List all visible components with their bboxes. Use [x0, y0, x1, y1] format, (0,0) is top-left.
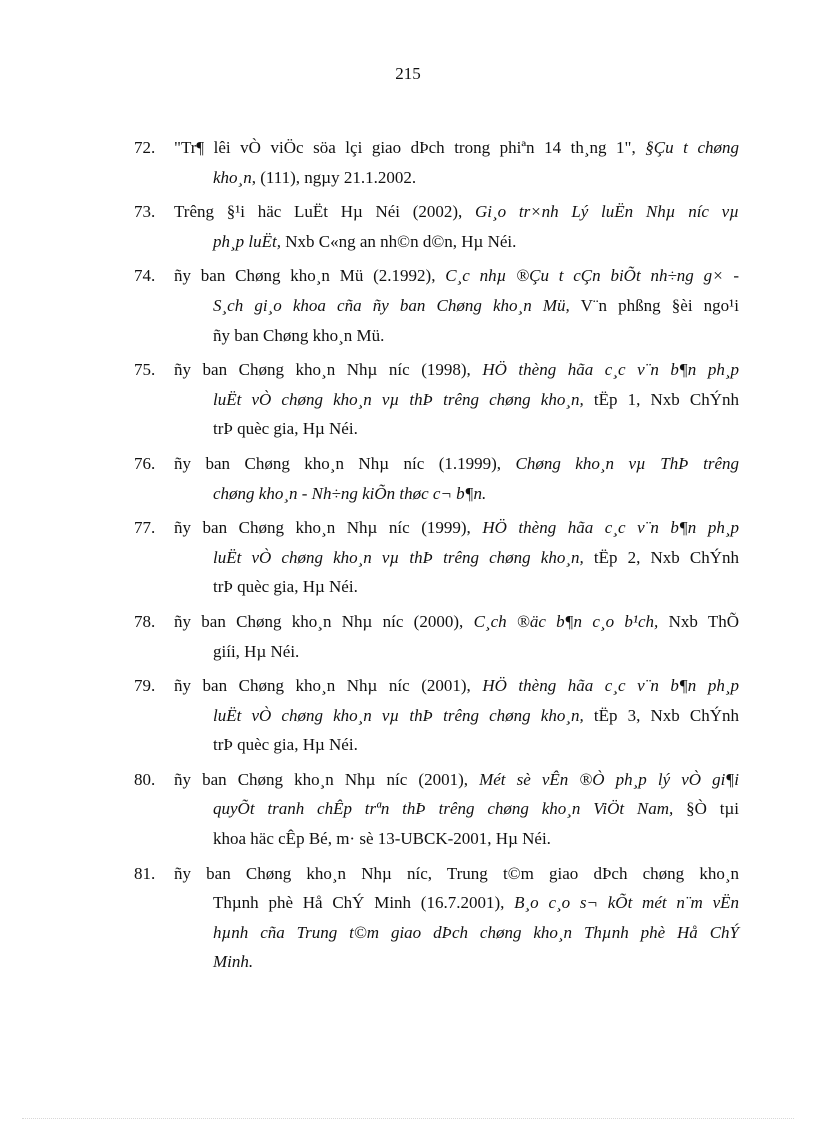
reference-line: [213, 414, 739, 444]
reference-title-text: quyÕt tranh chÊp trªn thÞ trêng chøng kho¸n ViÖt Nam,: [213, 799, 674, 819]
reference-title-text: Gi¸o tr×nh Lý luËn Nhµ níc vµ: [474, 202, 739, 222]
reference-text: §Ò tµi: [673, 799, 739, 819]
reference-title-text: Chøng kho¸n vµ ThÞ trêng: [515, 453, 739, 473]
reference-text: tËp 3, Nxb ChÝnh: [583, 705, 739, 725]
reference-line: [174, 355, 739, 385]
reference-line: [174, 765, 739, 795]
reference-number: 75.: [134, 360, 156, 380]
reference-line: [213, 701, 739, 731]
reference-text: V¨n phßng §èi ngo¹i: [569, 295, 739, 315]
reference-text: ñy ban Chøng kho¸n Nhµ níc, Trung t©m giao dÞch chøng kho¸n: [174, 863, 739, 883]
reference-title-text: C¸ch ®äc b¶n c¸o b¹ch,: [473, 611, 659, 631]
reference-text: ñy ban Chøng kho¸n Nhµ níc (1.1999),: [174, 453, 516, 473]
reference-item: [134, 671, 739, 760]
reference-text: trÞ quèc gia, Hµ Néi.: [213, 735, 358, 755]
reference-number: 77.: [134, 518, 156, 538]
reference-text: giíi, Hµ Néi.: [213, 641, 300, 661]
reference-text: trÞ quèc gia, Hµ Néi.: [213, 419, 358, 439]
reference-line: [174, 607, 739, 637]
reference-text: ñy ban Chøng kho¸n Nhµ níc (2001),: [174, 769, 480, 789]
reference-line: [174, 449, 739, 479]
reference-number: 73.: [134, 202, 156, 222]
reference-line: [174, 133, 739, 163]
reference-item: [134, 355, 739, 444]
reference-number: 81.: [134, 863, 156, 883]
reference-item: [134, 607, 739, 666]
reference-line: [213, 321, 739, 351]
reference-text: Nxb ThÕ: [658, 611, 739, 631]
reference-item: [134, 133, 739, 192]
reference-line: [213, 572, 739, 602]
reference-item: [134, 513, 739, 602]
reference-line: [213, 479, 739, 509]
reference-text: tËp 1, Nxb ChÝnh: [583, 389, 739, 409]
reference-title-text: C¸c nhµ ®Çu t cÇn biÕt nh÷ng g× -: [445, 266, 740, 286]
reference-title-text: luËt vÒ chøng kho¸n vµ thÞ trêng chøng kho¸n,: [213, 547, 584, 567]
reference-line: [213, 918, 739, 948]
reference-text: , (111), ngµy 21.1.2002.: [251, 167, 417, 187]
reference-title-text: luËt vÒ chøng kho¸n vµ thÞ trêng chøng kho¸n,: [213, 705, 584, 725]
reference-item: [134, 261, 739, 350]
reference-title-text: S¸ch gi¸o khoa cña ñy ban Chøng kho¸n Mü,: [213, 295, 570, 315]
reference-line: [213, 794, 739, 824]
reference-number: 79.: [134, 676, 156, 696]
reference-title-text: Minh.: [213, 952, 254, 972]
reference-title-text: §Çu t chøng: [645, 138, 739, 157]
page-number: 215: [395, 64, 421, 83]
reference-title-text: B¸o c¸o s¬ kÕt mét n¨m vËn: [514, 893, 739, 913]
reference-line: [213, 163, 739, 193]
reference-item: [134, 197, 739, 256]
reference-number: 72.: [134, 138, 156, 157]
reference-text: khoa häc cÊp Bé, m· sè 13-UBCK-2001, Hµ Néi.: [213, 829, 551, 849]
reference-text: Thµnh phè Hå ChÝ Minh (16.7.2001),: [213, 893, 515, 913]
reference-number: 74.: [134, 266, 156, 286]
reference-text: ñy ban Chøng kho¸n Nhµ níc (2000),: [174, 611, 474, 631]
reference-title-text: Mét sè vÊn ®Ò ph¸p lý vÒ gi¶i: [479, 769, 739, 789]
reference-text: "Tr¶ lêi vÒ viÖc söa lçi giao dÞch trong phiªn 14 th¸ng 1",: [174, 138, 646, 157]
reference-title-text: ph¸p luËt,: [213, 231, 281, 251]
reference-text: ñy ban Chøng kho¸n Nhµ níc (1999),: [174, 518, 483, 538]
reference-number: 80.: [134, 769, 156, 789]
reference-line: [174, 197, 739, 227]
reference-title-text: HÖ thèng hãa c¸c v¨n b¶n ph¸p: [482, 518, 739, 538]
reference-line: [213, 227, 739, 257]
reference-text: Trêng §¹i häc LuËt Hµ Néi (2002),: [174, 202, 475, 222]
reference-line: [213, 824, 739, 854]
reference-title-text: HÖ thèng hãa c¸c v¨n b¶n ph¸p: [482, 676, 739, 696]
reference-title-text: kho¸n: [213, 167, 252, 187]
reference-line: [213, 730, 739, 760]
reference-line: [174, 671, 739, 701]
reference-text: ñy ban Chøng kho¸n Mü.: [213, 325, 385, 345]
reference-line: [174, 859, 739, 889]
reference-list: [134, 133, 739, 982]
reference-line: [213, 947, 739, 977]
reference-text: Nxb C«ng an nh©n d©n, Hµ Néi.: [281, 231, 517, 251]
reference-line: [213, 543, 739, 573]
reference-line: [174, 513, 739, 543]
reference-item: [134, 859, 739, 977]
reference-item: [134, 449, 739, 508]
reference-item: [134, 765, 739, 854]
reference-text: ñy ban Chøng kho¸n Mü (2.1992),: [174, 266, 446, 286]
reference-text: trÞ quèc gia, Hµ Néi.: [213, 577, 358, 597]
reference-line: [213, 385, 739, 415]
reference-text: ñy ban Chøng kho¸n Nhµ níc (2001),: [174, 676, 483, 696]
reference-line: [213, 637, 739, 667]
reference-text: tËp 2, Nxb ChÝnh: [583, 547, 739, 567]
reference-title-text: HÖ thèng hãa c¸c v¨n b¶n ph¸p: [482, 360, 739, 380]
reference-line: [213, 291, 739, 321]
reference-title-text: chøng kho¸n - Nh÷ng kiÕn thøc c¬ b¶n.: [213, 483, 487, 503]
reference-text: ñy ban Chøng kho¸n Nhµ níc (1998),: [174, 360, 483, 380]
page-bottom-divider: [22, 1118, 794, 1119]
reference-number: 78.: [134, 611, 156, 631]
reference-number: 76.: [134, 453, 156, 473]
reference-line: [213, 888, 739, 918]
reference-line: [174, 261, 739, 291]
reference-title-text: hµnh cña Trung t©m giao dÞch chøng kho¸n Thµnh phè Hå ChÝ: [213, 922, 739, 942]
reference-title-text: luËt vÒ chøng kho¸n vµ thÞ trêng chøng kho¸n,: [213, 389, 584, 409]
